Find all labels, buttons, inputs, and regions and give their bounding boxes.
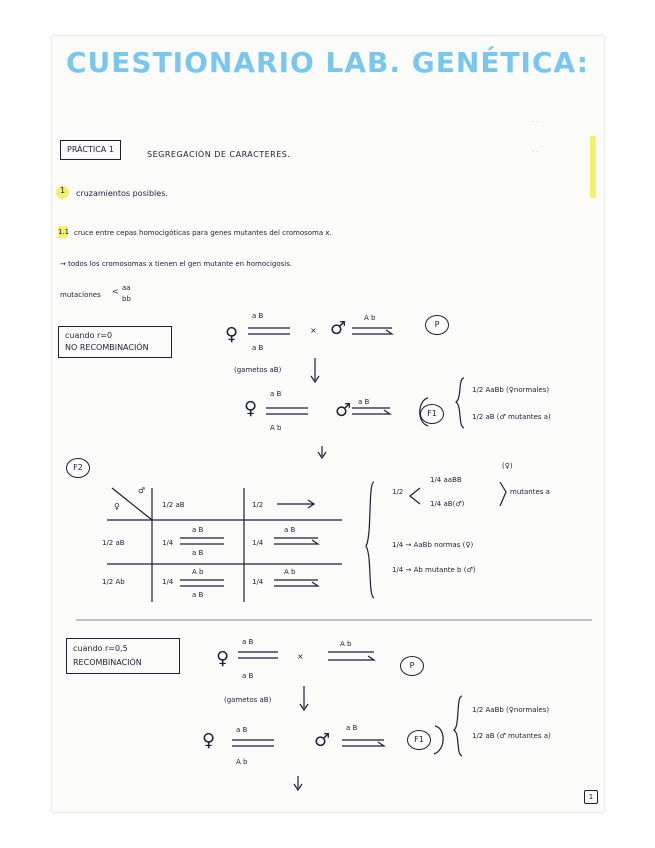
punnett-cell-prob: 1/4 bbox=[252, 578, 264, 586]
generation-label-f2: F2 bbox=[66, 458, 90, 478]
punnett-cell-prob: 1/4 bbox=[252, 539, 264, 547]
chromosome-label-top: a B bbox=[358, 398, 370, 406]
chromosome-label-bottom: A b bbox=[270, 424, 282, 432]
question-number: 1 bbox=[60, 186, 66, 195]
page-title: CUESTIONARIO LAB. GENÉTICA: bbox=[66, 46, 589, 79]
subquestion-number: 1.1 bbox=[58, 228, 70, 236]
generation-label-f1: F1 bbox=[420, 404, 444, 424]
case-type: RECOMBINACIÓN bbox=[73, 658, 142, 667]
offspring-result: 1/2 aB (♂ mutantes a) bbox=[472, 413, 551, 421]
y-chromosome-arrow bbox=[328, 656, 374, 660]
y-chromosome-arrow bbox=[352, 330, 392, 334]
punnett-cell-label: a B bbox=[192, 549, 204, 557]
y-chromosome-arrow bbox=[352, 410, 390, 414]
female-symbol: ♀ bbox=[225, 324, 239, 345]
generation-label-p: P bbox=[400, 656, 424, 676]
punnett-cell-label: A b bbox=[192, 568, 204, 576]
male-symbol: ♂ bbox=[314, 730, 331, 751]
note-text: → todos los cromosomas x tienen el gen mutante en homocigosis. bbox=[60, 260, 293, 268]
practice-label: PRÁCTICA 1 bbox=[60, 140, 121, 160]
chromosome-label-bottom: a B bbox=[242, 672, 254, 680]
notebook-page bbox=[52, 36, 604, 812]
case-condition: cuando r=0 bbox=[65, 331, 113, 340]
cross-symbol: × bbox=[310, 326, 317, 335]
chromosome-label-top: A b bbox=[364, 314, 376, 322]
f2-result: 1/4 aB(♂) bbox=[430, 500, 465, 508]
mutation-top: aa bbox=[122, 284, 131, 292]
offspring-result: 1/2 AaBb (♀normales) bbox=[472, 386, 550, 394]
punnett-cell-label: a B bbox=[284, 526, 296, 534]
chromosome-label-top: A b bbox=[340, 640, 352, 648]
f2-result-fraction: 1/2 bbox=[392, 488, 404, 496]
punnett-col-header: 1/2 bbox=[252, 501, 264, 509]
chromosome-label-top: a B bbox=[270, 390, 282, 398]
generation-label-p: P bbox=[425, 315, 449, 335]
chromosome-label-top: a B bbox=[252, 312, 264, 320]
curly-brace bbox=[454, 696, 462, 756]
f2-result-sex: (♀) bbox=[502, 462, 513, 470]
page-number: 1 bbox=[584, 790, 598, 804]
chromosome-label-top: a B bbox=[346, 724, 358, 732]
female-symbol: ♀ bbox=[216, 648, 230, 669]
punnett-row-header: 1/2 aB bbox=[102, 539, 125, 547]
cross-symbol: × bbox=[297, 652, 304, 661]
gametes-label: (gametos aB) bbox=[234, 366, 282, 374]
mutation-bottom: bb bbox=[122, 295, 131, 303]
question-text: cruzamientos posibles. bbox=[76, 189, 168, 198]
bleed-through-mark: · · bbox=[532, 118, 539, 126]
female-symbol: ♀ bbox=[244, 398, 258, 419]
male-symbol: ♂ bbox=[330, 318, 347, 339]
punnett-cell-label: A b bbox=[284, 568, 296, 576]
punnett-cell-label: a B bbox=[192, 591, 204, 599]
offspring-result: 1/2 AaBb (♀normales) bbox=[472, 706, 550, 714]
female-symbol: ♀ bbox=[202, 730, 216, 751]
punnett-cell-prob: 1/4 bbox=[162, 539, 174, 547]
chromosome-label-top: a B bbox=[236, 726, 248, 734]
punnett-col-header: 1/2 aB bbox=[162, 501, 185, 509]
hand-drawn-strokes bbox=[52, 36, 604, 812]
case-type: NO RECOMBINACIÓN bbox=[65, 343, 149, 352]
f2-result: 1/4 → AaBb normas (♀) bbox=[392, 541, 474, 549]
offspring-result: 1/2 aB (♂ mutantes a) bbox=[472, 732, 551, 740]
bleed-through-mark: · · bbox=[532, 148, 539, 156]
punnett-corner-female: ♀ bbox=[114, 502, 120, 511]
chromosome-label-bottom: A b bbox=[236, 758, 248, 766]
grid-diagonal bbox=[112, 488, 152, 520]
circle-arrow bbox=[420, 398, 428, 426]
angle-bracket bbox=[410, 488, 420, 504]
f2-result: 1/4 aaBB bbox=[430, 476, 462, 484]
chromosome-label-top: a B bbox=[242, 638, 254, 646]
gametes-label: (gametos aB) bbox=[224, 696, 272, 704]
punnett-cell-prob: 1/4 bbox=[162, 578, 174, 586]
chromosome-label-bottom: a B bbox=[252, 344, 264, 352]
punnett-corner-male: ♂ bbox=[138, 486, 146, 495]
result-brace bbox=[500, 482, 506, 506]
case-condition: cuando r=0,5 bbox=[73, 644, 128, 653]
curly-brace bbox=[456, 378, 464, 428]
y-chromosome-arrow bbox=[274, 540, 318, 544]
mutations-label: mutaciones bbox=[60, 291, 101, 299]
f2-result: 1/4 → Ab mutante b (♂) bbox=[392, 566, 476, 574]
angle-bracket: < bbox=[112, 287, 119, 296]
subquestion-text: cruce entre cepas homocigóticas para genes mutantes del cromosoma x. bbox=[74, 229, 332, 237]
curly-brace bbox=[366, 482, 374, 598]
y-chromosome-arrow bbox=[342, 742, 384, 746]
y-chromosome-arrow bbox=[274, 582, 318, 586]
punnett-row-header: 1/2 Ab bbox=[102, 578, 125, 586]
punnett-cell-label: a B bbox=[192, 526, 204, 534]
circle-arrow bbox=[434, 726, 443, 754]
generation-label-f1: F1 bbox=[407, 730, 431, 750]
practice-topic: SEGREGACIÓN DE CARACTERES. bbox=[147, 150, 291, 159]
male-symbol: ♂ bbox=[335, 400, 352, 421]
f2-result-mutant: mutantes a bbox=[510, 488, 550, 496]
